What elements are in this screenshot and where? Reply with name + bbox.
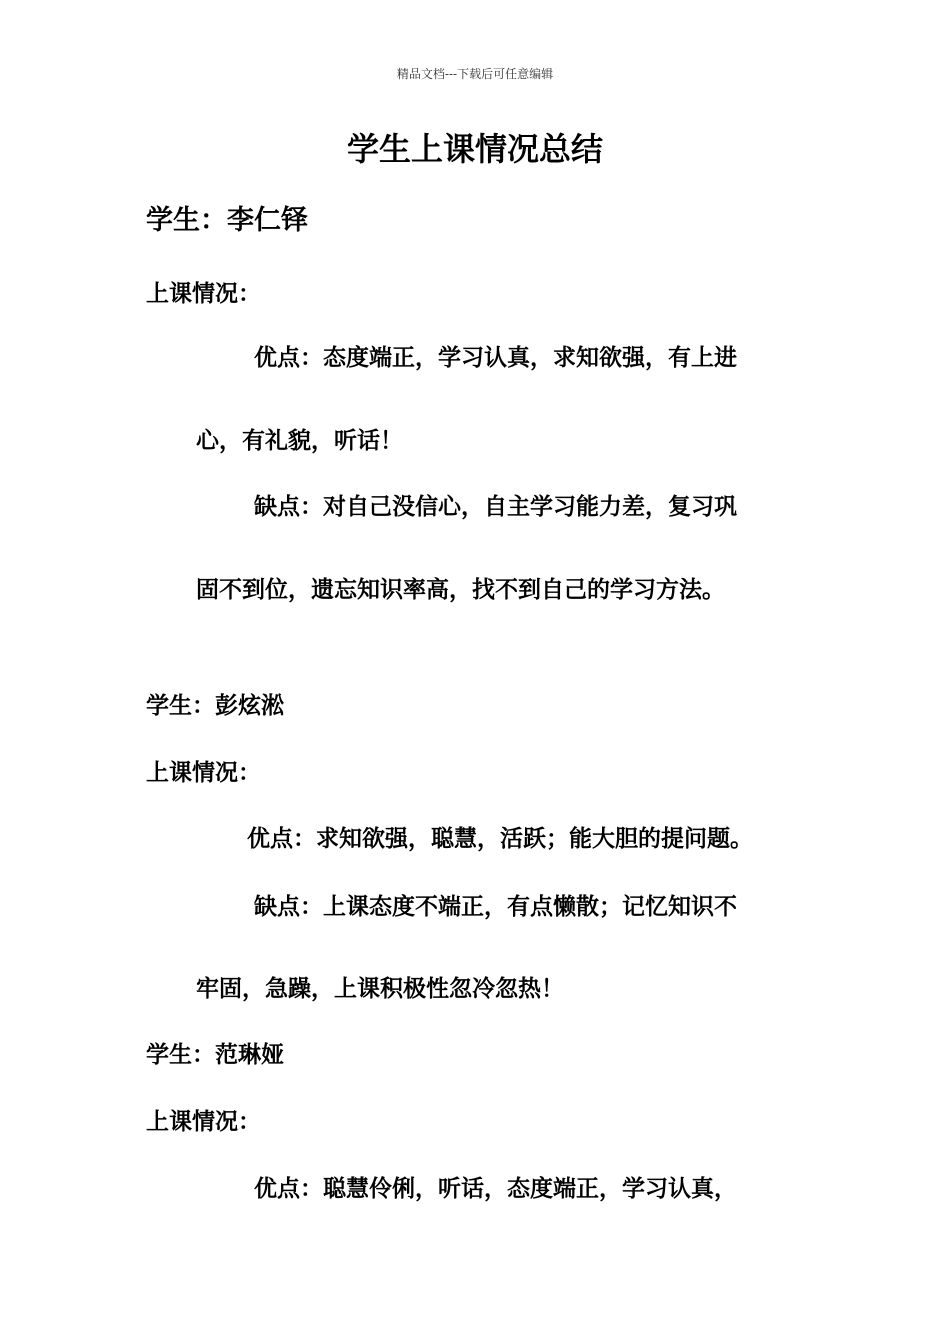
student-1-pros-line-1: 优点：态度端正，学习认真，求知欲强，有上进 [254, 344, 737, 371]
student-2-cons-line-1: 缺点：上课态度不端正，有点懒散；记忆知识不 [254, 893, 737, 920]
page-header: 精品文档---下载后可任意编辑 [396, 67, 554, 81]
student-1-situation-label: 上课情况： [146, 280, 261, 307]
student-1-pros-line-2: 心，有礼貌，听话！ [196, 427, 403, 454]
student-2-pros-line-1: 优点：求知欲强，聪慧，活跃；能大胆的提问题。 [247, 825, 753, 852]
student-2-situation-label: 上课情况： [146, 759, 261, 786]
student-3-situation-label: 上课情况： [146, 1108, 261, 1135]
student-2-name: 学生：彭炫淞 [146, 692, 284, 719]
student-3-pros-line-1: 优点：聪慧伶俐，听话，态度端正，学习认真， [254, 1175, 737, 1202]
student-1-cons-line-1: 缺点：对自己没信心，自主学习能力差，复习巩 [254, 493, 737, 520]
student-1-name: 学生：李仁铎 [146, 205, 308, 236]
student-2-cons-line-2: 牢固，急躁，上课积极性忽冷忽热！ [196, 975, 564, 1002]
document-title: 学生上课情况总结 [346, 130, 603, 168]
student-3-name: 学生：范琳娅 [146, 1041, 284, 1068]
student-1-cons-line-2: 固不到位，遗忘知识率高，找不到自己的学习方法。 [196, 576, 725, 603]
